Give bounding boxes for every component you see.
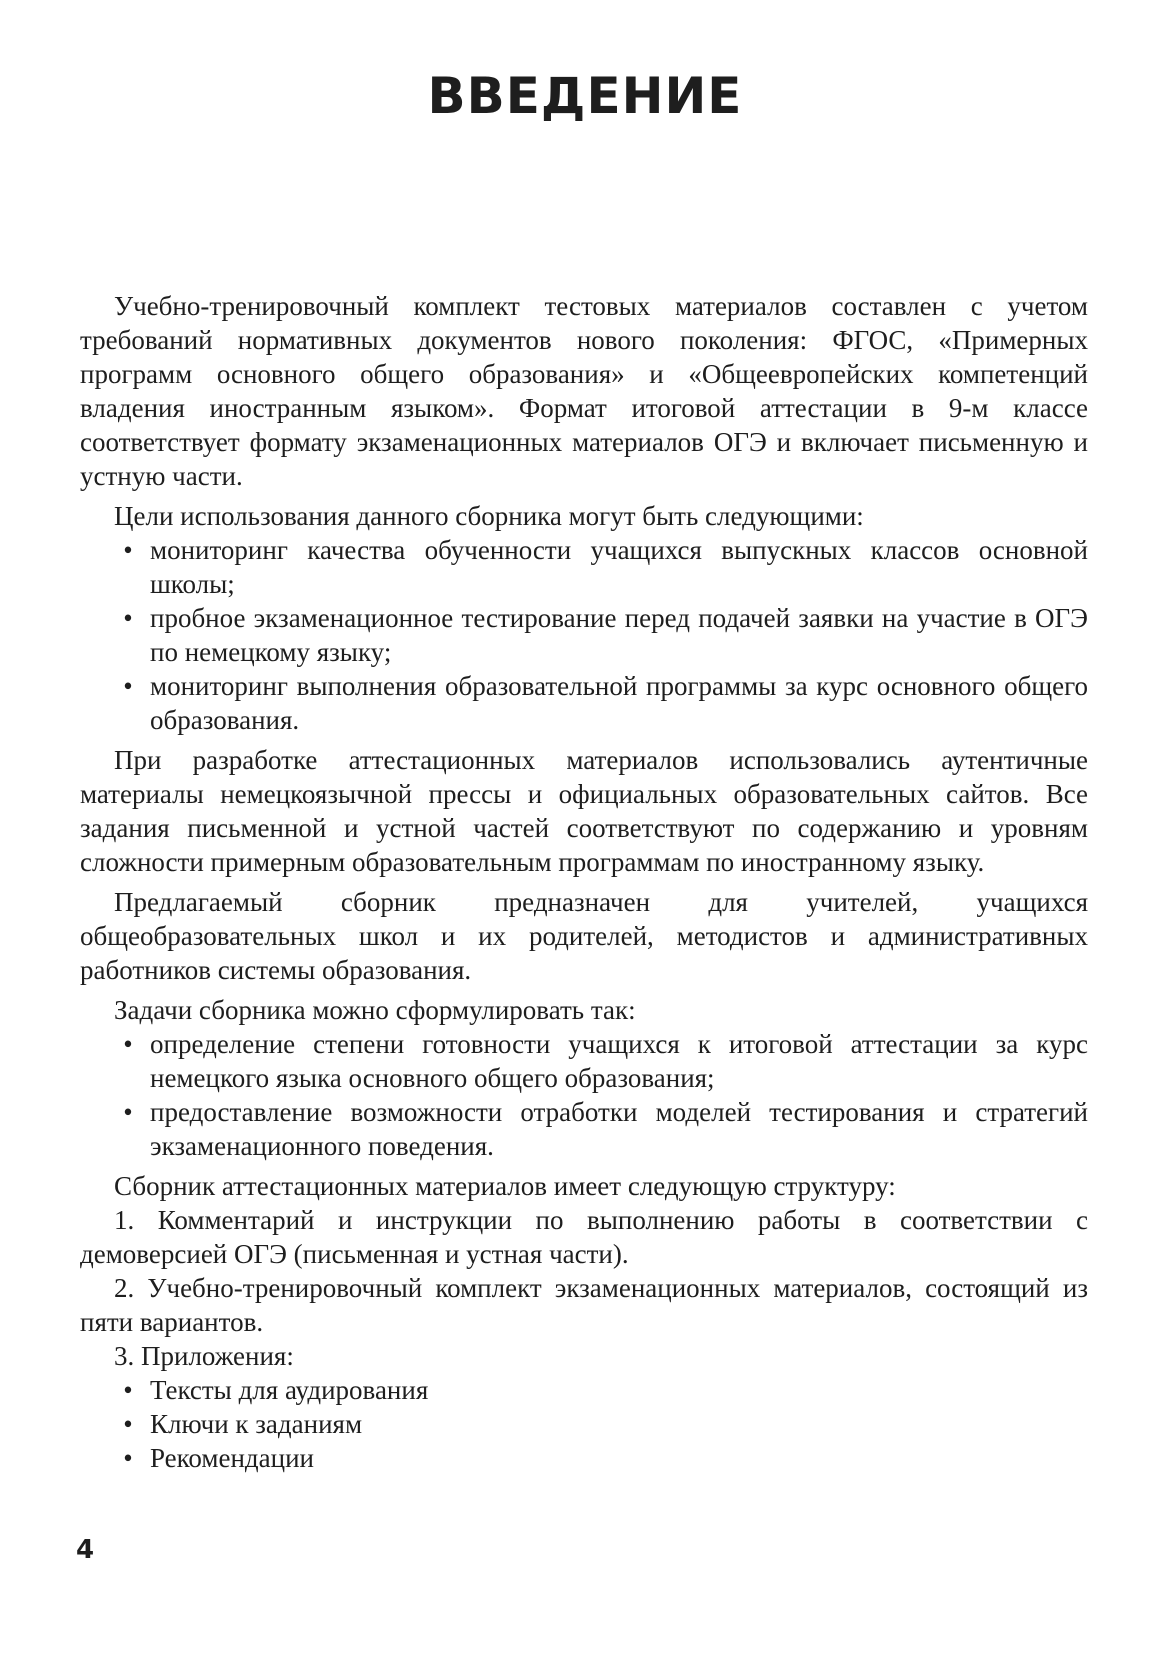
structure-item-3: 3. Приложения:	[114, 1341, 294, 1371]
list-item-text: определение степени готовности учащихся к итоговой аттестации за курс немецкого языка основного общего образования;	[150, 1029, 1088, 1093]
list-item-text: Тексты для аудирования	[150, 1375, 429, 1405]
audience-paragraph: Предлагаемый сборник предназначен для учителей, учащихся общеобразовательных школ и их родителей, методистов и административных работников системы образования.	[80, 887, 1088, 985]
bullet-icon: •	[123, 1029, 133, 1059]
list-item	[80, 1027, 1088, 1095]
materials-paragraph: При разработке аттестационных материалов использовались аутентичные материалы немецкоязычной прессы и официальных образовательных сайтов. Все задания письменной и устной частей соответствуют по содержанию и уровням сложности примерным образовательным программам по иностранному языку.	[80, 745, 1088, 877]
structure-intro: Сборник аттестационных материалов имеет следующую структуру:	[114, 1171, 896, 1201]
list-item	[80, 533, 1088, 601]
structure-item-2: 2. Учебно-тренировочный комплект экзаменационных материалов, состоящий из пяти вариантов.	[80, 1273, 1088, 1337]
list-item-text: пробное экзаменационное тестирование перед подачей заявки на участие в ОГЭ по немецкому языку;	[150, 603, 1088, 667]
intro-paragraph: Учебно-тренировочный комплект тестовых материалов составлен с учетом требований нормативных документов нового поколения: ФГОС, «Примерных программ основного общего образования» и «Общеевропейских компетенций владения иностранным языком». Формат итоговой аттестации в 9-м классе соответствует формату экзаменационных материалов ОГЭ и включает письменную и устную части.	[80, 291, 1088, 491]
list-item-text: мониторинг выполнения образовательной программы за курс основного общего образования.	[150, 671, 1088, 735]
structure-item-1: 1. Комментарий и инструкции по выполнению работы в соответствии с демоверсией ОГЭ (письменная и устная части).	[80, 1205, 1088, 1269]
list-item	[80, 1095, 1088, 1163]
bullet-icon: •	[123, 1443, 133, 1473]
bullet-icon: •	[123, 535, 133, 565]
bullet-icon: •	[123, 603, 133, 633]
list-item-text: Рекомендации	[150, 1443, 314, 1473]
page-number: 4	[76, 1535, 95, 1565]
list-item	[80, 1373, 1088, 1407]
goals-intro: Цели использования данного сборника могут быть следующими:	[114, 501, 864, 531]
bullet-icon: •	[123, 671, 133, 701]
list-item-text: Ключи к заданиям	[150, 1409, 363, 1439]
bullet-icon: •	[123, 1409, 133, 1439]
body-text	[80, 289, 1088, 1481]
goals-list	[80, 533, 1088, 737]
tasks-intro: Задачи сборника можно сформулировать так:	[114, 995, 636, 1025]
list-item	[80, 1407, 1088, 1441]
list-item-text: предоставление возможности отработки моделей тестирования и стратегий экзаменационного поведения.	[150, 1097, 1088, 1161]
list-item	[80, 1441, 1088, 1475]
page-title: ВВЕДЕНИЕ	[427, 67, 743, 125]
list-item	[80, 669, 1088, 737]
tasks-list	[80, 1027, 1088, 1163]
list-item-text: мониторинг качества обученности учащихся выпускных классов основной школы;	[150, 535, 1088, 599]
appendices-list	[80, 1373, 1088, 1475]
bullet-icon: •	[123, 1375, 133, 1405]
list-item	[80, 601, 1088, 669]
bullet-icon: •	[123, 1097, 133, 1127]
